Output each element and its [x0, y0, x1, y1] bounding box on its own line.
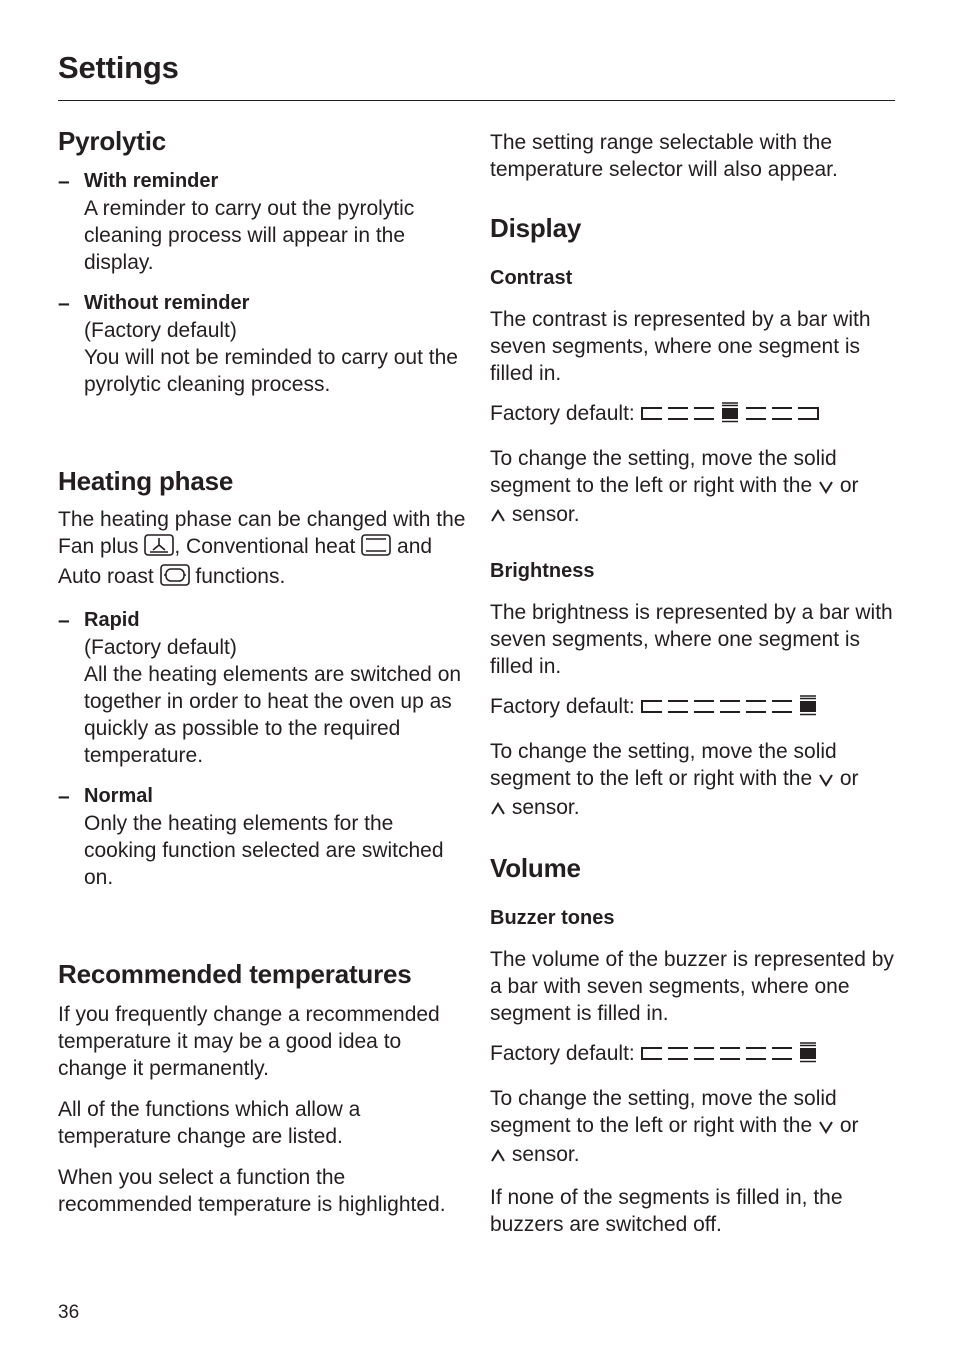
segment-empty — [746, 701, 766, 712]
segment-empty — [746, 408, 766, 419]
brightness-description: The brightness is represented by a bar with seven segments, where one segment is filled in. — [490, 601, 893, 678]
heating-phase-heading: Heating phase — [58, 466, 234, 496]
intro-text: , Conventional heat — [174, 535, 362, 558]
segment-empty — [668, 1048, 688, 1059]
segment-filled — [800, 1043, 816, 1062]
segment-empty — [694, 408, 714, 419]
instruction-text: To change the setting, move the solid segment to the left or right with the — [490, 447, 837, 497]
option-description: Only the heating elements for the cooking function selected are switched on. — [84, 812, 444, 889]
display-heading: Display — [490, 213, 582, 243]
pyrolytic-heading: Pyrolytic — [58, 126, 167, 156]
buzzer-tones-heading: Buzzer tones — [490, 907, 615, 929]
brightness-heading: Brightness — [490, 560, 595, 582]
segment-empty — [772, 1048, 792, 1059]
contrast-change-instructions — [490, 445, 895, 530]
segment-empty — [694, 1048, 714, 1059]
list-dash: – — [58, 785, 70, 808]
segment-empty — [720, 701, 740, 712]
segment-empty — [720, 1048, 740, 1059]
recommended-temperatures-heading: Recommended temperatures — [58, 959, 412, 989]
segment-empty — [746, 1048, 766, 1059]
segment-empty — [668, 701, 688, 712]
segment-bar-graphic — [641, 695, 819, 717]
segment-empty — [772, 701, 792, 712]
fan-plus-icon — [144, 534, 174, 563]
intro-text: The heating phase can be changed with the Fan plus — [58, 508, 466, 558]
instruction-text: or — [834, 474, 859, 497]
buzzer-change-instructions — [490, 1085, 895, 1170]
auto-roast-icon — [160, 564, 190, 593]
chevron-down-icon — [818, 474, 834, 501]
chevron-up-icon — [490, 796, 506, 823]
instruction-text: To change the setting, move the solid segment to the left or right with the — [490, 740, 837, 790]
brightness-change-instructions — [490, 738, 895, 823]
buzzer-segment-bar — [641, 1042, 819, 1071]
segment-empty — [642, 701, 662, 712]
chevron-down-icon — [818, 767, 834, 794]
brightness-factory-default — [490, 693, 895, 724]
chevron-up-icon — [490, 1143, 506, 1170]
segment-filled — [722, 403, 738, 422]
segment-empty — [798, 408, 818, 419]
list-dash: – — [58, 170, 70, 193]
factory-default-note: (Factory default) — [84, 319, 237, 342]
contrast-segment-bar — [641, 402, 819, 431]
option-without-reminder — [58, 290, 468, 398]
segment-empty — [772, 408, 792, 419]
buzzer-description: The volume of the buzzer is represented by a bar with seven segments, where one segment is filled in. — [490, 948, 894, 1025]
factory-default-label: Factory default: — [490, 695, 641, 718]
conventional-heat-icon — [361, 534, 391, 563]
option-normal — [58, 783, 468, 891]
option-title: Rapid — [84, 609, 140, 631]
segment-empty — [642, 1048, 662, 1059]
buzzer-factory-default — [490, 1040, 895, 1071]
option-title: With reminder — [84, 170, 219, 192]
contrast-description: The contrast is represented by a bar with seven segments, where one segment is filled in. — [490, 308, 871, 385]
segment-empty — [668, 408, 688, 419]
chevron-down-icon — [818, 1114, 834, 1141]
contrast-factory-default — [490, 400, 895, 431]
heating-phase-intro — [58, 506, 468, 593]
option-with-reminder — [58, 168, 468, 276]
buzzer-off-note: If none of the segments is filled in, the buzzers are switched off. — [490, 1186, 843, 1236]
instruction-text: or — [834, 1114, 859, 1137]
list-dash: – — [58, 292, 70, 315]
volume-heading: Volume — [490, 853, 581, 883]
segment-empty — [642, 408, 662, 419]
option-description: All the heating elements are switched on together in order to heat the oven up as quickly as possible to the required temperature. — [84, 663, 462, 767]
list-dash: – — [58, 609, 70, 632]
page-title: Settings — [58, 50, 179, 85]
contrast-heading: Contrast — [490, 267, 573, 289]
option-title: Without reminder — [84, 292, 250, 314]
instruction-text: or — [834, 767, 859, 790]
option-title: Normal — [84, 785, 153, 807]
instruction-text: sensor. — [506, 503, 580, 526]
option-rapid — [58, 607, 468, 769]
title-divider — [58, 100, 895, 101]
paragraph: When you select a function the recommended temperature is highlighted. — [58, 1166, 446, 1216]
instruction-text: To change the setting, move the solid segment to the left or right with the — [490, 1087, 837, 1137]
option-description: You will not be reminded to carry out the pyrolytic cleaning process. — [84, 346, 458, 396]
option-description: A reminder to carry out the pyrolytic cleaning process will appear in the display. — [84, 197, 415, 274]
intro-text: functions. — [189, 565, 286, 588]
paragraph: All of the functions which allow a temperature change are listed. — [58, 1098, 361, 1148]
left-column — [58, 124, 468, 1218]
factory-default-label: Factory default: — [490, 402, 641, 425]
segment-bar-graphic — [641, 402, 819, 424]
segment-filled — [800, 696, 816, 715]
factory-default-note: (Factory default) — [84, 636, 237, 659]
right-column — [490, 124, 895, 1238]
segment-bar-graphic — [641, 1042, 819, 1064]
brightness-segment-bar — [641, 695, 819, 724]
page-number: 36 — [58, 1302, 80, 1323]
factory-default-label: Factory default: — [490, 1042, 641, 1065]
instruction-text: sensor. — [506, 796, 580, 819]
instruction-text: sensor. — [506, 1143, 580, 1166]
segment-empty — [694, 701, 714, 712]
chevron-up-icon — [490, 503, 506, 530]
setting-range-note: The setting range selectable with the temperature selector will also appear. — [490, 131, 838, 181]
paragraph: If you frequently change a recommended temperature it may be a good idea to change it permanently. — [58, 1003, 440, 1080]
intro-text: and Auto roast — [58, 535, 433, 588]
